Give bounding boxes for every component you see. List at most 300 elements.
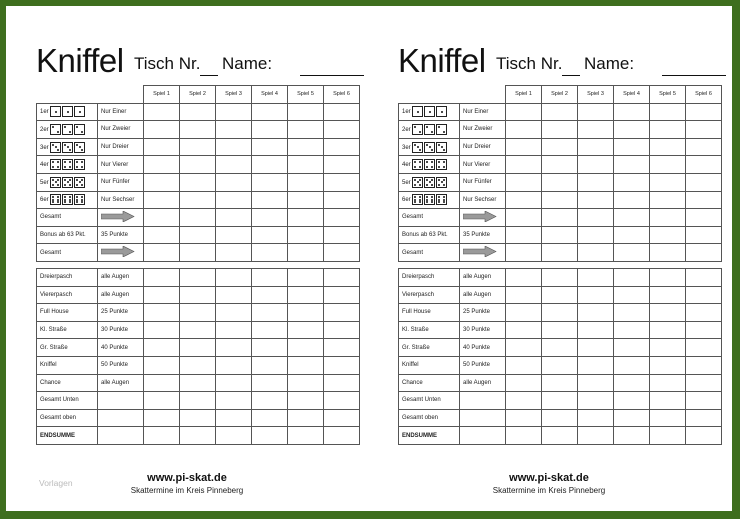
score-cell[interactable] [578,138,614,156]
tisch-number-field[interactable] [200,75,218,76]
lower-desc: alle Augen [98,268,144,286]
score-cell[interactable] [180,268,216,286]
die-icon [436,142,447,153]
score-cell[interactable] [252,173,288,191]
lower-label: Gesamt Unten [37,392,98,410]
score-cell[interactable] [288,427,324,445]
score-cell[interactable] [180,244,216,262]
score-cell[interactable] [614,138,650,156]
score-cell[interactable] [650,304,686,322]
die-icon [74,177,85,188]
score-cell[interactable] [506,356,542,374]
dice-icon [50,106,86,117]
score-cell[interactable] [180,339,216,357]
score-cell[interactable] [324,304,360,322]
score-cell[interactable] [324,392,360,410]
score-cell[interactable] [578,268,614,286]
score-cell[interactable] [578,156,614,174]
score-cell[interactable] [324,286,360,304]
score-cell[interactable] [686,392,722,410]
score-cell[interactable] [578,191,614,209]
score-cell[interactable] [180,356,216,374]
score-cell[interactable] [288,356,324,374]
sum-label: Bonus ab 63 Pkt. [37,226,98,244]
die-icon [412,106,423,117]
score-cell[interactable] [542,392,578,410]
score-cell[interactable] [324,103,360,121]
score-cell[interactable] [578,339,614,357]
score-cell[interactable] [144,374,180,392]
score-cell[interactable] [686,156,722,174]
score-cell[interactable] [686,173,722,191]
score-cell[interactable] [288,103,324,121]
score-cell[interactable] [144,173,180,191]
score-cell[interactable] [542,304,578,322]
score-cell[interactable] [650,427,686,445]
score-cell[interactable] [216,374,252,392]
upper-label-cell [399,173,460,191]
score-cell[interactable] [324,226,360,244]
game-header: Spiel 1 [144,86,180,104]
score-cell[interactable] [650,244,686,262]
upper-label-cell [399,138,460,156]
score-cell[interactable] [614,173,650,191]
score-cell[interactable] [686,209,722,227]
score-cell[interactable] [650,103,686,121]
footer-subtitle: Skattermine im Kreis Pinneberg [130,486,244,495]
score-cell[interactable] [542,286,578,304]
score-cell[interactable] [216,409,252,427]
score-cell[interactable] [144,392,180,410]
score-cell[interactable] [506,304,542,322]
score-cell[interactable] [506,191,542,209]
die-icon [62,142,73,153]
score-cell[interactable] [288,392,324,410]
score-cell[interactable] [650,409,686,427]
score-cell[interactable] [542,321,578,339]
score-cell[interactable] [578,173,614,191]
score-cell[interactable] [614,409,650,427]
score-cell[interactable] [324,356,360,374]
score-cell[interactable] [578,356,614,374]
score-cell[interactable] [144,156,180,174]
dice-icon [50,159,86,170]
score-cell[interactable] [252,156,288,174]
score-cell[interactable] [614,121,650,139]
score-cell[interactable] [288,173,324,191]
score-cell[interactable] [288,156,324,174]
score-cell[interactable] [686,138,722,156]
score-cell[interactable] [578,304,614,322]
score-cell[interactable] [614,374,650,392]
score-cell[interactable] [506,392,542,410]
die-icon [436,124,447,135]
score-cell[interactable] [252,121,288,139]
score-cell[interactable] [216,226,252,244]
score-cell[interactable] [144,103,180,121]
score-cell[interactable] [614,286,650,304]
score-cell[interactable] [578,121,614,139]
score-cell[interactable] [144,321,180,339]
score-cell[interactable] [650,268,686,286]
score-cell[interactable] [542,226,578,244]
upper-desc: Nur Sechser [98,191,144,209]
upper-desc: Nur Einer [98,103,144,121]
score-cell[interactable] [288,339,324,357]
die-icon [424,142,435,153]
die-icon [62,106,73,117]
score-cell[interactable] [252,374,288,392]
score-cell[interactable] [180,173,216,191]
score-cell[interactable] [180,209,216,227]
score-cell[interactable] [578,286,614,304]
upper-label-cell [399,121,460,139]
score-cell[interactable] [542,209,578,227]
score-cell[interactable] [542,173,578,191]
score-cell[interactable] [542,268,578,286]
score-cell[interactable] [686,339,722,357]
upper-label: 1er [40,109,49,116]
score-cell[interactable] [686,268,722,286]
bonus-desc: 35 Punkte [101,232,129,239]
upper-desc: Nur Sechser [460,191,506,209]
score-cell[interactable] [542,138,578,156]
score-cell[interactable] [180,392,216,410]
score-cell[interactable] [650,286,686,304]
score-cell[interactable] [614,304,650,322]
title-row [36,42,366,78]
die-icon [412,124,423,135]
score-cell[interactable] [288,304,324,322]
sum-label: Gesamt [399,209,460,227]
score-cell[interactable] [686,226,722,244]
score-cell[interactable] [542,244,578,262]
score-cell[interactable] [180,226,216,244]
score-cell[interactable] [144,244,180,262]
score-cell[interactable] [650,339,686,357]
score-cell[interactable] [144,286,180,304]
score-cell[interactable] [542,409,578,427]
lower-row [399,321,722,339]
game-header: Spiel 6 [686,86,722,104]
score-cell[interactable] [686,321,722,339]
score-cell[interactable] [506,339,542,357]
score-cell[interactable] [650,392,686,410]
score-cell[interactable] [614,244,650,262]
score-cell[interactable] [542,374,578,392]
score-cell[interactable] [252,138,288,156]
upper-desc: Nur Dreier [98,138,144,156]
upper-sum-row [37,244,360,262]
score-cell[interactable] [650,191,686,209]
lower-label: Kl. Straße [399,321,460,339]
score-cell[interactable] [506,409,542,427]
score-cell[interactable] [252,409,288,427]
score-cell[interactable] [686,374,722,392]
lower-row [37,409,360,427]
score-cell[interactable] [288,268,324,286]
score-cell[interactable] [650,209,686,227]
lower-desc: 40 Punkte [460,339,506,357]
upper-label: 4er [402,162,411,169]
score-cell[interactable] [324,321,360,339]
score-cell[interactable] [144,138,180,156]
score-cell[interactable] [614,103,650,121]
score-cell[interactable] [180,286,216,304]
lower-label: Kniffel [399,356,460,374]
score-cell[interactable] [614,321,650,339]
die-icon [50,177,61,188]
score-cell[interactable] [180,427,216,445]
lower-desc: 30 Punkte [460,321,506,339]
die-icon [412,177,423,188]
lower-desc: 50 Punkte [98,356,144,374]
name-label: Name: [584,54,635,73]
score-cell[interactable] [686,191,722,209]
score-cell[interactable] [252,286,288,304]
upper-label-cell [37,156,98,174]
score-cell[interactable] [506,209,542,227]
score-cell[interactable] [578,374,614,392]
score-cell[interactable] [180,409,216,427]
upper-label-cell [37,103,98,121]
lower-desc: alle Augen [98,374,144,392]
score-cell[interactable] [324,427,360,445]
score-cell[interactable] [144,191,180,209]
score-cell[interactable] [506,226,542,244]
score-cell[interactable] [144,339,180,357]
score-cell[interactable] [686,103,722,121]
score-cell[interactable] [216,121,252,139]
score-cell[interactable] [288,226,324,244]
score-cell[interactable] [578,321,614,339]
score-cell[interactable] [180,103,216,121]
score-cell[interactable] [288,374,324,392]
score-cell[interactable] [216,427,252,445]
name-field[interactable] [662,75,726,76]
score-cell[interactable] [216,244,252,262]
score-cell[interactable] [252,339,288,357]
score-cell[interactable] [324,156,360,174]
score-cell[interactable] [506,244,542,262]
score-cell[interactable] [650,321,686,339]
score-cell[interactable] [180,374,216,392]
score-cell[interactable] [216,173,252,191]
score-cell[interactable] [578,427,614,445]
score-cell[interactable] [578,409,614,427]
score-cell[interactable] [180,138,216,156]
score-cell[interactable] [144,427,180,445]
upper-desc: Nur Zweier [460,121,506,139]
score-cell[interactable] [216,356,252,374]
score-cell[interactable] [252,427,288,445]
score-cell[interactable] [180,304,216,322]
score-cell[interactable] [614,427,650,445]
score-cell[interactable] [324,121,360,139]
score-cell[interactable] [614,392,650,410]
score-cell[interactable] [324,138,360,156]
score-cell[interactable] [614,356,650,374]
name-field[interactable] [300,75,364,76]
score-cell[interactable] [542,103,578,121]
score-cell[interactable] [252,304,288,322]
upper-label-cell [399,103,460,121]
score-cell[interactable] [324,409,360,427]
score-cell[interactable] [324,268,360,286]
score-cell[interactable] [252,268,288,286]
upper-row [37,121,360,139]
score-cell[interactable] [506,103,542,121]
score-cell[interactable] [542,121,578,139]
upper-label-cell [399,191,460,209]
score-cell[interactable] [650,356,686,374]
lower-row [37,268,360,286]
score-cell[interactable] [506,138,542,156]
arrow-right-icon [463,211,497,224]
score-cell[interactable] [252,226,288,244]
score-cell[interactable] [686,121,722,139]
score-cell[interactable] [216,138,252,156]
score-cell[interactable] [650,374,686,392]
score-cell[interactable] [144,409,180,427]
upper-label-cell [37,173,98,191]
dice-icon [412,194,448,205]
score-cell[interactable] [252,392,288,410]
arrow-right-icon [101,246,135,259]
upper-label-cell [37,191,98,209]
score-cell[interactable] [216,103,252,121]
score-cell[interactable] [180,321,216,339]
score-cell[interactable] [506,427,542,445]
score-cell[interactable] [180,191,216,209]
name-label: Name: [222,54,273,73]
score-cell[interactable] [506,286,542,304]
score-cell[interactable] [650,173,686,191]
lower-desc: alle Augen [460,268,506,286]
card-title: Kniffel [398,42,486,79]
score-cell[interactable] [542,339,578,357]
score-cell[interactable] [144,304,180,322]
score-cell[interactable] [252,191,288,209]
score-cell[interactable] [216,321,252,339]
score-cell[interactable] [252,356,288,374]
score-cell[interactable] [614,191,650,209]
score-cell[interactable] [650,121,686,139]
score-cell[interactable] [288,209,324,227]
score-cell[interactable] [578,226,614,244]
score-cell[interactable] [650,138,686,156]
score-cell[interactable] [506,121,542,139]
score-cell[interactable] [542,356,578,374]
score-cell[interactable] [180,121,216,139]
score-cell[interactable] [216,156,252,174]
score-cell[interactable] [216,191,252,209]
sum-desc-cell [98,209,144,227]
score-cell[interactable] [144,121,180,139]
tisch-label: Tisch Nr. [134,54,201,73]
lower-row [37,374,360,392]
upper-sum-row [399,209,722,227]
score-cell[interactable] [180,156,216,174]
score-cell[interactable] [216,209,252,227]
score-cell[interactable] [216,286,252,304]
score-cell[interactable] [288,121,324,139]
header-row [399,86,722,104]
score-cell[interactable] [252,103,288,121]
score-cell[interactable] [542,427,578,445]
score-cell[interactable] [288,286,324,304]
score-cell[interactable] [578,244,614,262]
lower-desc [98,392,144,410]
tisch-number-field[interactable] [562,75,580,76]
card-title: Kniffel [36,42,124,79]
score-cell[interactable] [542,156,578,174]
score-cell[interactable] [216,392,252,410]
score-cell[interactable] [542,191,578,209]
score-cell[interactable] [686,427,722,445]
score-cell[interactable] [578,103,614,121]
score-cell[interactable] [614,226,650,244]
score-cell[interactable] [506,268,542,286]
score-cell[interactable] [216,339,252,357]
score-cell[interactable] [686,356,722,374]
score-cell[interactable] [650,226,686,244]
score-cell[interactable] [686,286,722,304]
lower-label: Viererpasch [37,286,98,304]
score-cell[interactable] [614,268,650,286]
score-cell[interactable] [506,156,542,174]
score-cell[interactable] [506,173,542,191]
score-cell[interactable] [288,244,324,262]
score-cell[interactable] [252,321,288,339]
upper-sum-row [399,244,722,262]
score-cell[interactable] [614,156,650,174]
score-cell[interactable] [288,321,324,339]
score-cell[interactable] [288,409,324,427]
score-cell[interactable] [288,191,324,209]
score-cell[interactable] [144,209,180,227]
score-cell[interactable] [578,209,614,227]
score-cell[interactable] [216,304,252,322]
lower-desc: 25 Punkte [460,304,506,322]
score-cell[interactable] [614,209,650,227]
score-cell[interactable] [252,244,288,262]
score-cell[interactable] [324,244,360,262]
lower-desc [98,409,144,427]
score-cell[interactable] [578,392,614,410]
score-cell[interactable] [506,321,542,339]
score-cell[interactable] [144,268,180,286]
lower-desc: 30 Punkte [98,321,144,339]
score-cell[interactable] [288,138,324,156]
score-cell[interactable] [650,156,686,174]
score-cell[interactable] [252,209,288,227]
score-cell[interactable] [324,191,360,209]
score-cell[interactable] [324,339,360,357]
score-cell[interactable] [614,339,650,357]
score-cell[interactable] [686,244,722,262]
dice-icon [412,106,448,117]
score-cell[interactable] [324,209,360,227]
score-cell[interactable] [144,226,180,244]
score-cell[interactable] [324,173,360,191]
score-cell[interactable] [686,304,722,322]
score-cell[interactable] [144,356,180,374]
score-cell[interactable] [506,374,542,392]
score-cell[interactable] [324,374,360,392]
score-cell[interactable] [686,409,722,427]
score-cell[interactable] [216,268,252,286]
